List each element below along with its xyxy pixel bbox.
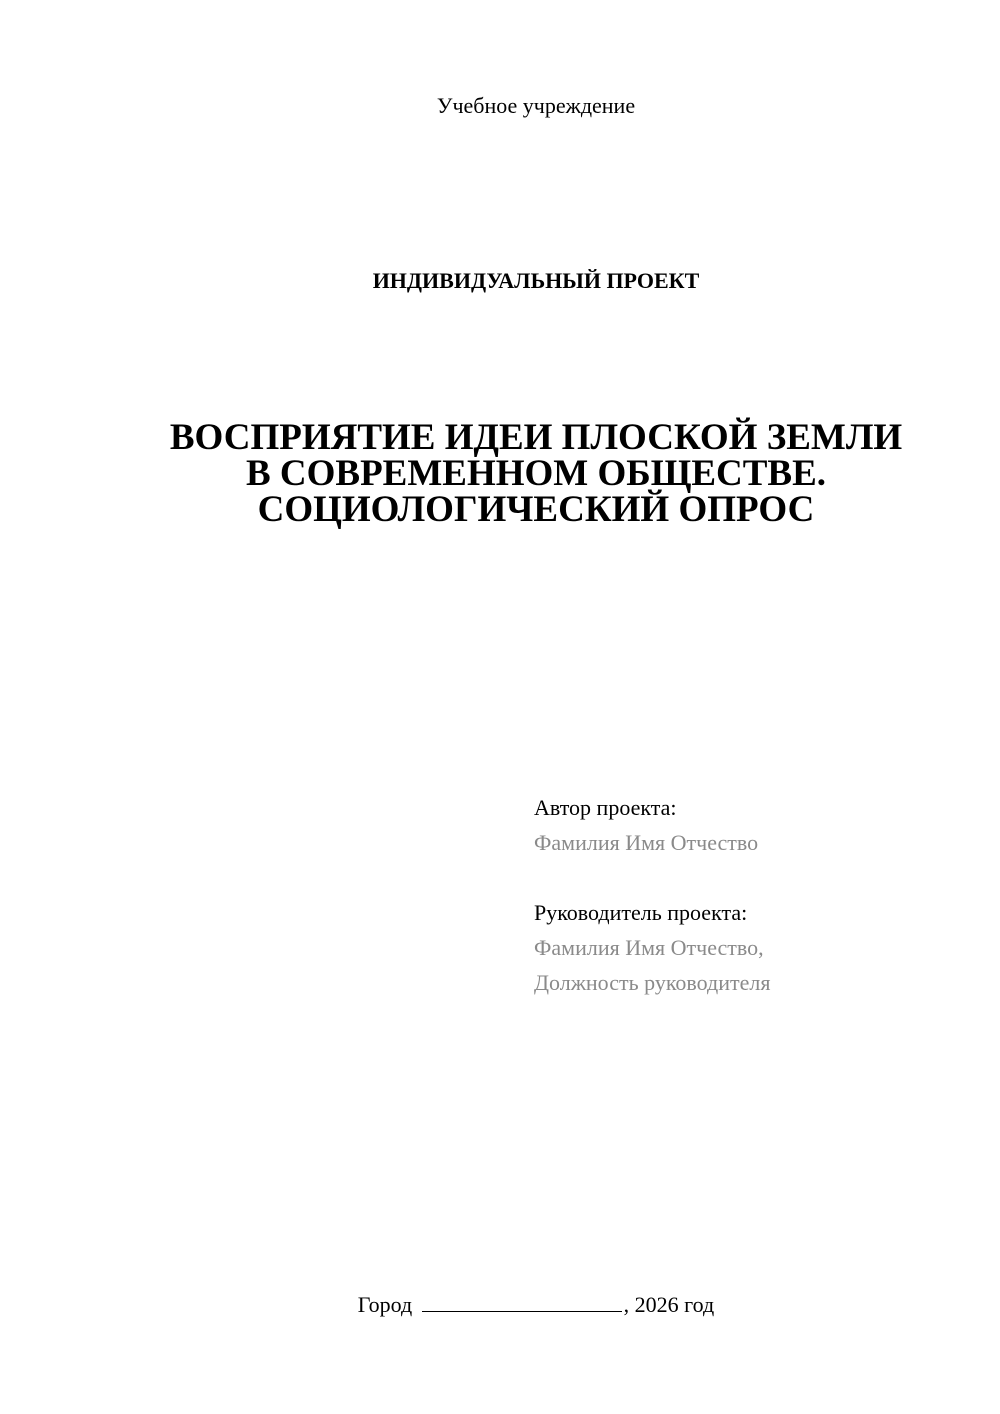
supervisor-position: Должность руководителя bbox=[534, 970, 771, 995]
year-text: , 2026 год bbox=[623, 1292, 715, 1317]
institution-name: Учебное учреждение bbox=[436, 93, 636, 118]
project-title bbox=[100, 417, 972, 530]
project-type-heading: ИНДИВИДУАЛЬНЫЙ ПРОЕКТ bbox=[372, 268, 700, 293]
author-name: Фамилия Имя Отчество bbox=[534, 830, 759, 855]
city-blank-line bbox=[422, 1291, 622, 1312]
project-title-line: В СОВРЕМЕННОМ ОБЩЕСТВЕ. bbox=[245, 453, 827, 494]
city-label: Город bbox=[357, 1292, 413, 1317]
project-title-line: ВОСПРИЯТИЕ ИДЕИ ПЛОСКОЙ ЗЕМЛИ bbox=[169, 417, 903, 458]
city-year-line bbox=[0, 1291, 1000, 1318]
credits-block bbox=[534, 790, 974, 1000]
supervisor-label: Руководитель проекта: bbox=[534, 900, 748, 925]
spacer bbox=[534, 860, 974, 895]
supervisor-name: Фамилия Имя Отчество, bbox=[534, 935, 764, 960]
project-title-line: СОЦИОЛОГИЧЕСКИЙ ОПРОС bbox=[257, 489, 815, 530]
author-label: Автор проекта: bbox=[534, 795, 677, 820]
